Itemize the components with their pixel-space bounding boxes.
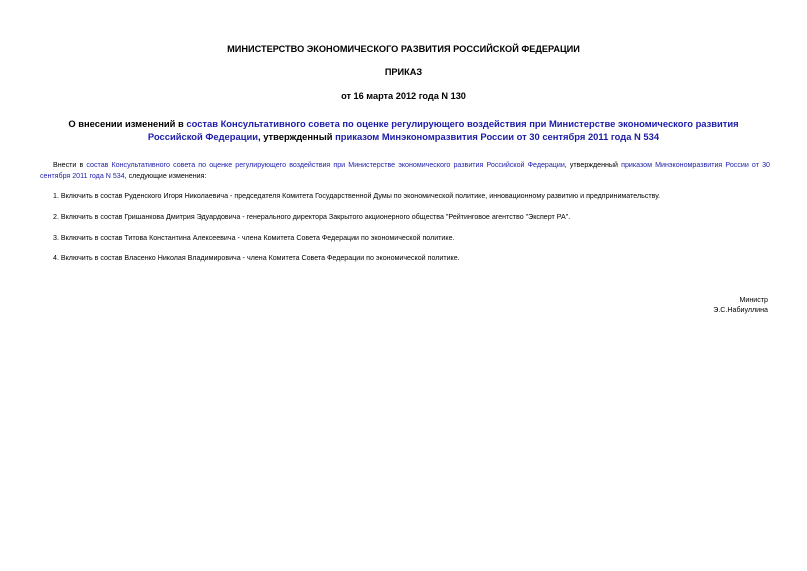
signature-position: Министр [739,296,768,304]
intro-link-order-534[interactable]: приказом Минэкономразвития России от 30 сентября 2011 года N 534 [40,161,770,180]
list-item: 2. Включить в состав Гришанкова Дмитрия Эдуардовича - генерального директора Закрытого акционерного общества "Рейтинговое агентство "Эксперт РА". [53,213,571,221]
title-link-council-composition[interactable]: состав Консультативного совета по оценке регулирующего воздействия при Министерстве экономического развития Российской Федерации [147,118,739,142]
intro-suffix: , следующие изменения: [124,171,207,180]
list-item: 3. Включить в состав Титова Константина Алексеевича - члена Комитета Совета Федерации по экономической политике. [53,234,455,242]
intro-prefix: Внести в [53,161,87,169]
title-middle: , утвержденный [258,130,336,142]
document-date: от 16 марта 2012 года N 130 [341,91,466,101]
intro-link-council-composition[interactable]: состав Консультативного совета по оценке регулирующего воздействия при Министерстве экономического развития Российской Федерации [86,161,565,169]
title-link-order-534[interactable]: приказом Минэкономразвития России от 30 сентября 2011 года N 534 [335,130,660,142]
document-title [52,118,755,143]
list-item: 4. Включить в состав Власенко Николая Владимировича - члена Комитета Совета Федерации по экономической политике. [53,254,460,262]
title-prefix: О внесении изменений в [68,118,187,129]
ministry-name: МИНИСТЕРСТВО ЭКОНОМИЧЕСКОГО РАЗВИТИЯ РОССИЙСКОЙ ФЕДЕРАЦИИ [227,44,580,54]
intro-middle: , утвержденный [564,161,622,169]
document-type: ПРИКАЗ [384,67,423,77]
list-item: 1. Включить в состав Руденского Игоря Николаевича - председателя Комитета Государственной Думы по экономической политике, инновационному развитию и предпринимательству. [53,192,661,200]
signature-name: Э.С.Набиуллина [713,306,768,314]
intro-paragraph [40,160,770,181]
